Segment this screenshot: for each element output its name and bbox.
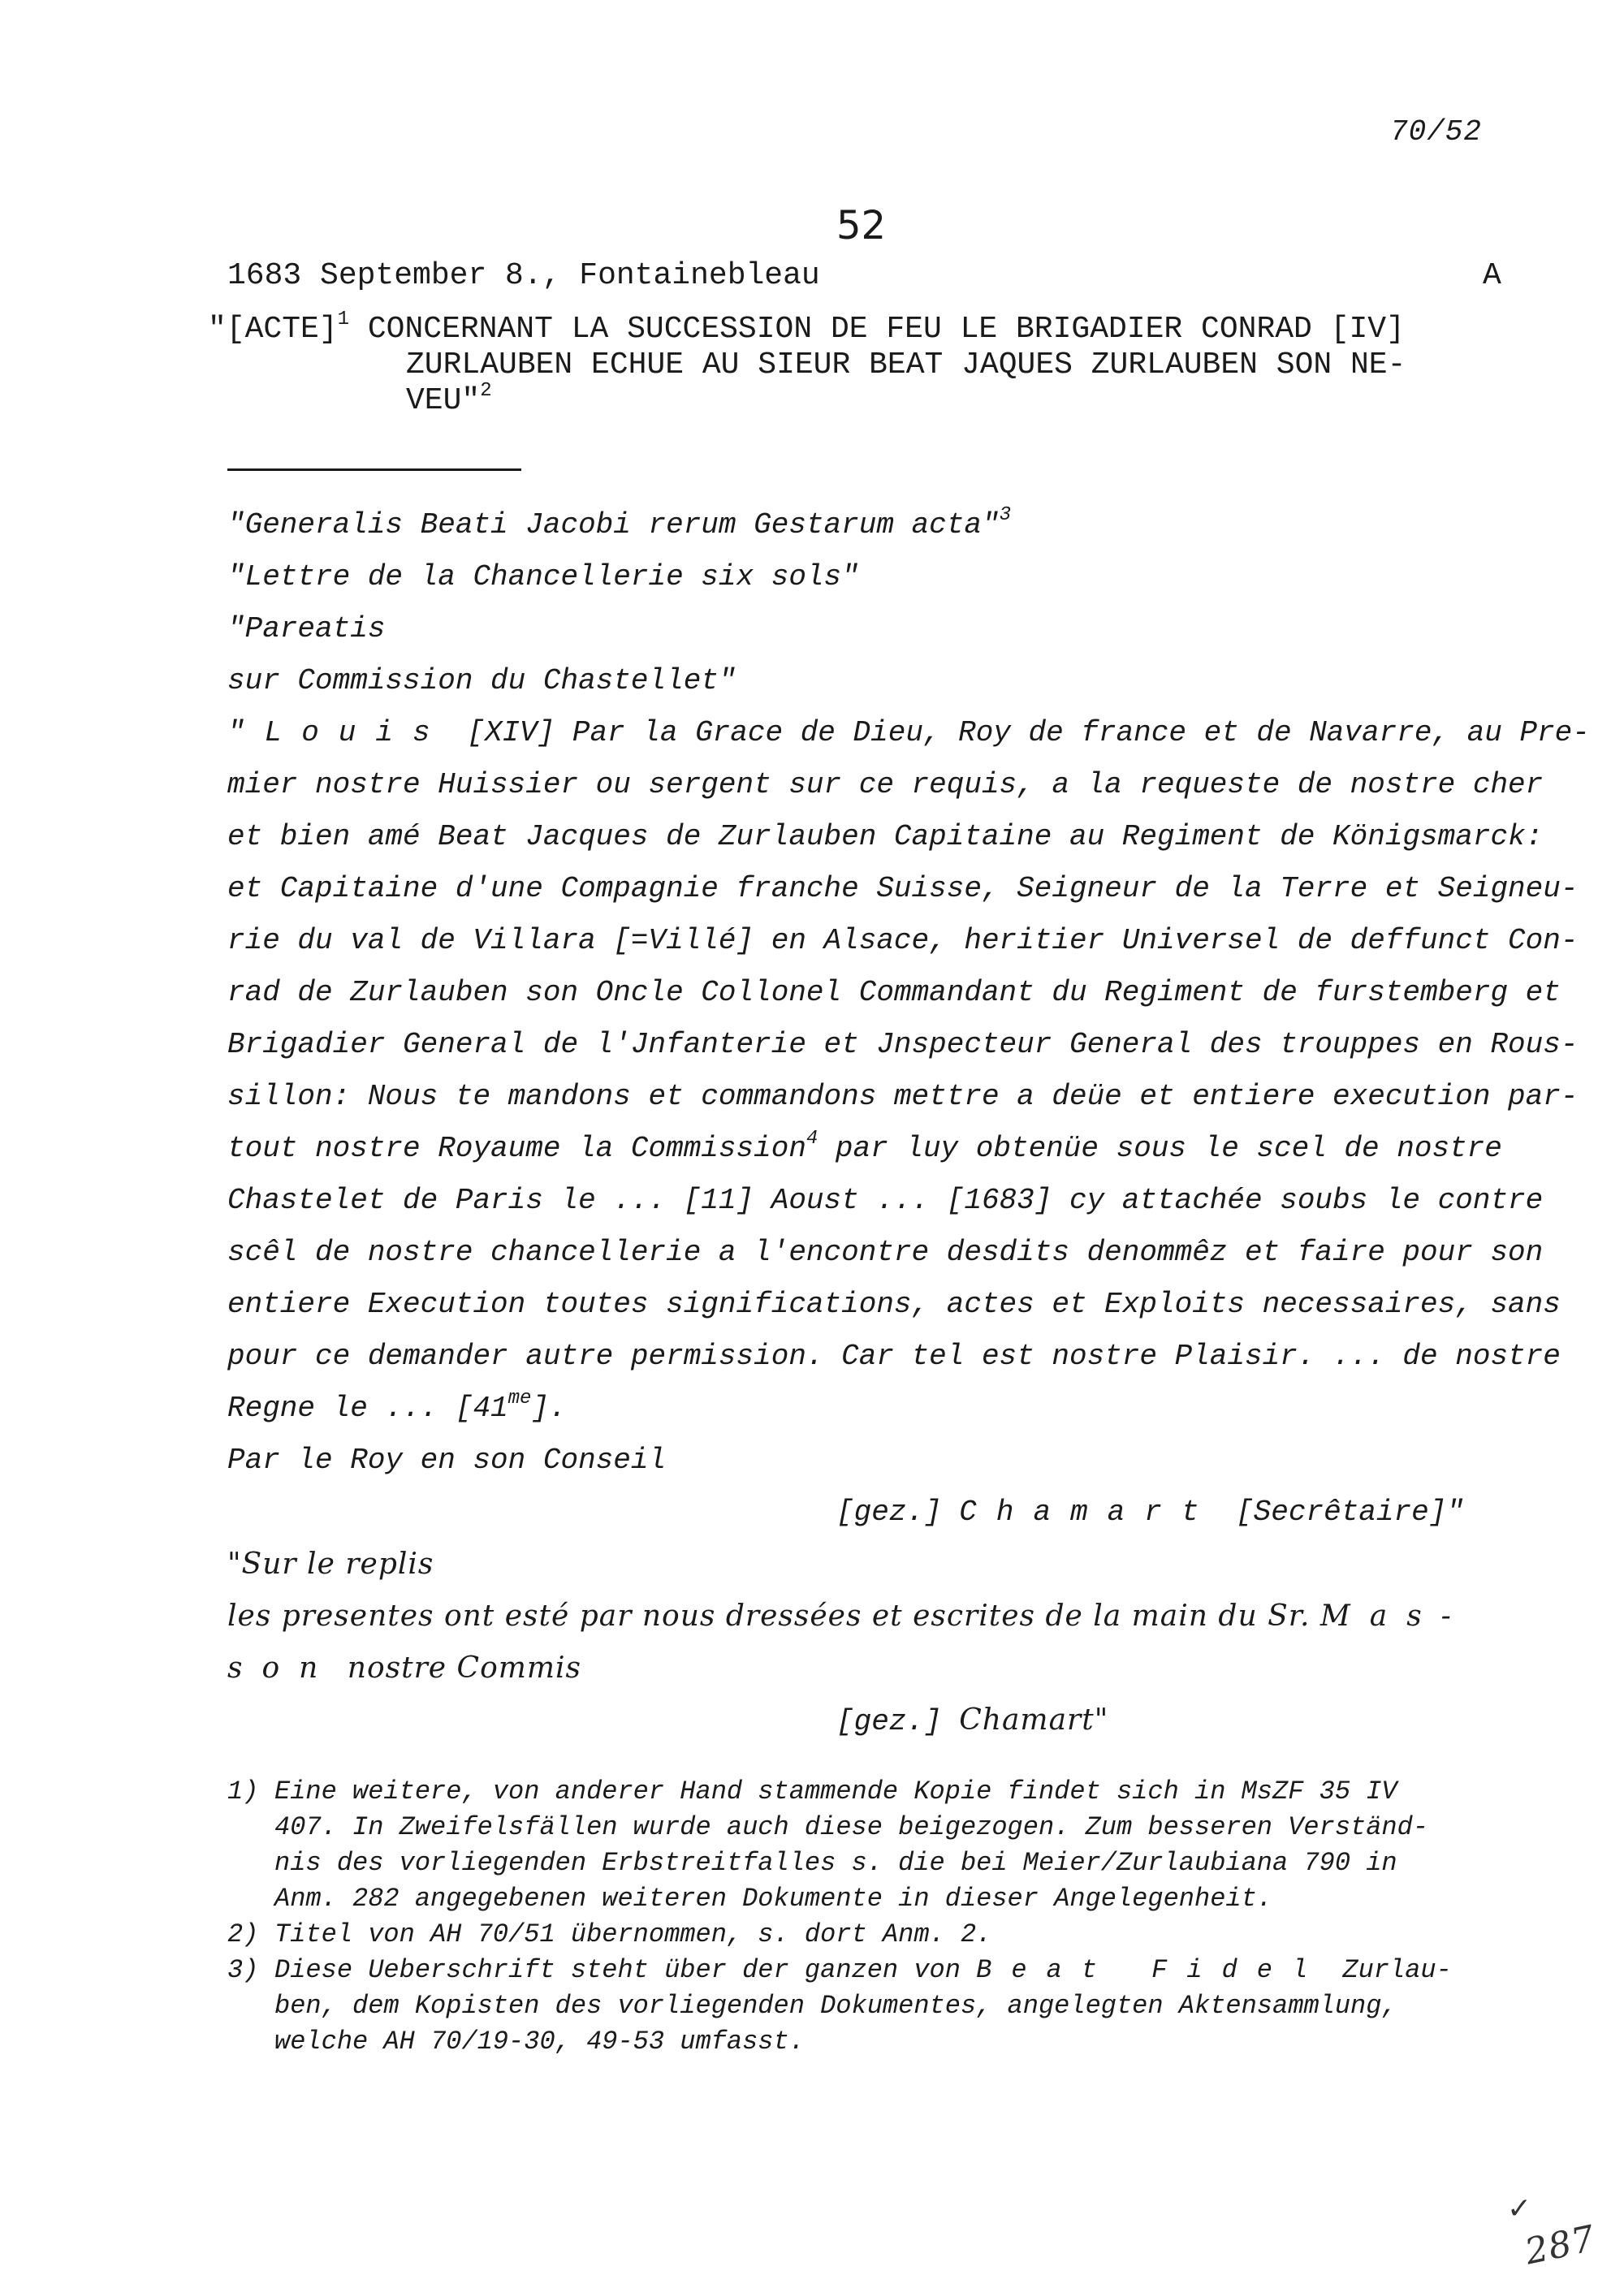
body-line: son nostre Commis	[227, 1651, 582, 1685]
separator-rule	[227, 468, 521, 471]
body-line: sillon: Nous te mandons et commandons mettre a deüe et entiere execution par-	[227, 1080, 1579, 1113]
spaced-name: "Louis	[227, 716, 450, 749]
footnote-ref-1: 1	[337, 309, 350, 330]
signature-line: [gez.] Chamart"	[836, 1703, 1109, 1738]
footnote-text: nis des vorliegenden Erbstreitfalles s. die bei Meier/Zurlaubiana 790 in	[274, 1848, 1397, 1878]
footnote-number: 3)	[227, 1955, 259, 1985]
body-line: scêl de nostre chancellerie a l'encontre desdits denommêz et faire pour son	[227, 1236, 1544, 1269]
body-line: et bien amé Beat Jacques de Zurlauben Capitaine au Regiment de Königsmarck:	[227, 820, 1544, 853]
body-line: "Pareatis	[227, 612, 386, 645]
spaced-name: son	[227, 1651, 338, 1685]
footnote-ref-3: 3	[999, 504, 1011, 526]
footnote-text: Eine weitere, von anderer Hand stammende Kopie findet sich in MsZF 35 IV	[274, 1776, 1397, 1807]
footnote-text: Titel von AH 70/51 übernommen, s. dort Anm. 2.	[274, 1919, 992, 1949]
footnote-text: Anm. 282 angegebenen weiteren Dokumente in dieser Angelegenheit.	[274, 1884, 1272, 1914]
body-line: rie du val de Villara [=Villé] en Alsace, heritier Universel de deffunct Con-	[227, 924, 1579, 957]
spaced-name: Beat Fidel	[976, 1955, 1328, 1985]
footnote-number: 2)	[227, 1919, 259, 1949]
footnote-ref-4: 4	[806, 1128, 818, 1150]
body-line: les presentes ont esté par nous dressées et escrites de la main du Sr. Mas-	[227, 1599, 1471, 1633]
page-reference: 70/52	[1390, 115, 1483, 149]
date-place-line: 1683 September 8., Fontainebleau	[227, 258, 820, 293]
body-line: Chastelet de Paris le ... [11] Aoust ... [1683] cy attachée soubs le contre	[227, 1184, 1544, 1217]
body-line: sur Commission du Chastellet"	[227, 664, 736, 697]
signature-line: [gez.] Chamart [Secrêtaire]"	[836, 1496, 1464, 1529]
body-line: "Lettre de la Chancellerie six sols"	[227, 560, 859, 594]
footnote-text: 407. In Zweifelsfällen wurde auch diese beigezogen. Zum besseren Verständ-	[274, 1812, 1429, 1842]
body-line: rad de Zurlauben son Oncle Collonel Commandant du Regiment de furstemberg et	[227, 976, 1561, 1009]
body-line: Regne le ... $[41^{me}]$.	[227, 1388, 567, 1425]
title-line-3	[208, 380, 1406, 419]
footnote-number: 1)	[227, 1776, 259, 1807]
body-line: pour ce demander autre permission. Car tel est nostre Plaisir. ... de nostre	[227, 1340, 1561, 1373]
title-open: "[ACTE]	[208, 312, 338, 347]
copy-marker: A	[1483, 258, 1501, 293]
check-mark-icon: ✓	[1507, 2192, 1532, 2225]
document-title	[208, 309, 1406, 419]
body-line: mier nostre Huissier ou sergent sur ce requis, a la requeste de nostre cher	[227, 768, 1544, 801]
body-line: "Sur le replis	[227, 1548, 434, 1581]
footnote-text: ben, dem Kopisten des vorliegenden Dokumentes, angelegten Aktensammlung,	[274, 1991, 1397, 2021]
footnote-text: welche AH 70/19-30, 49-53 umfasst.	[274, 2027, 805, 2057]
body-line: "Louis [XIV] Par la Grace de Dieu, Roy de france et de Navarre, au Pre-	[227, 716, 1590, 749]
title-line-2: ZURLAUBEN ECHUE AU SIEUR BEAT JAQUES ZURLAUBEN SON NE-	[406, 348, 1406, 382]
spaced-name: Chamart	[959, 1496, 1219, 1529]
body-line: et Capitaine d'une Compagnie franche Suisse, Seigneur de la Terre et Seigneu-	[227, 872, 1579, 905]
body-line: "Generalis Beati Jacobi rerum Gestarum acta"$^3$	[227, 504, 1011, 542]
title-text-3: VEU"	[406, 383, 481, 418]
document-number: 52	[836, 203, 887, 248]
body-line: tout nostre Royaume la Commission$^4$ par luy obtenüe sous le scel de nostre	[227, 1128, 1502, 1165]
title-line-1	[208, 309, 1406, 348]
body-line: Par le Roy en son Conseil	[227, 1444, 667, 1477]
footnote-ref-2: 2	[480, 380, 492, 402]
footnote-text: Diese Ueberschrift steht über der ganzen von Beat Fidel Zurlau-	[274, 1955, 1452, 1985]
body-line: entiere Execution toutes significations, actes et Exploits necessaires, sans	[227, 1288, 1561, 1321]
spaced-name: Mas-	[1320, 1599, 1471, 1633]
pencil-folio-number: 287	[1521, 2217, 1600, 2273]
title-text-1: CONCERNANT LA SUCCESSION DE FEU LE BRIGADIER CONRAD [IV]	[367, 312, 1405, 347]
body-line: Brigadier General de l'Jnfanterie et Jnspecteur General des trouppes en Rous-	[227, 1028, 1579, 1061]
